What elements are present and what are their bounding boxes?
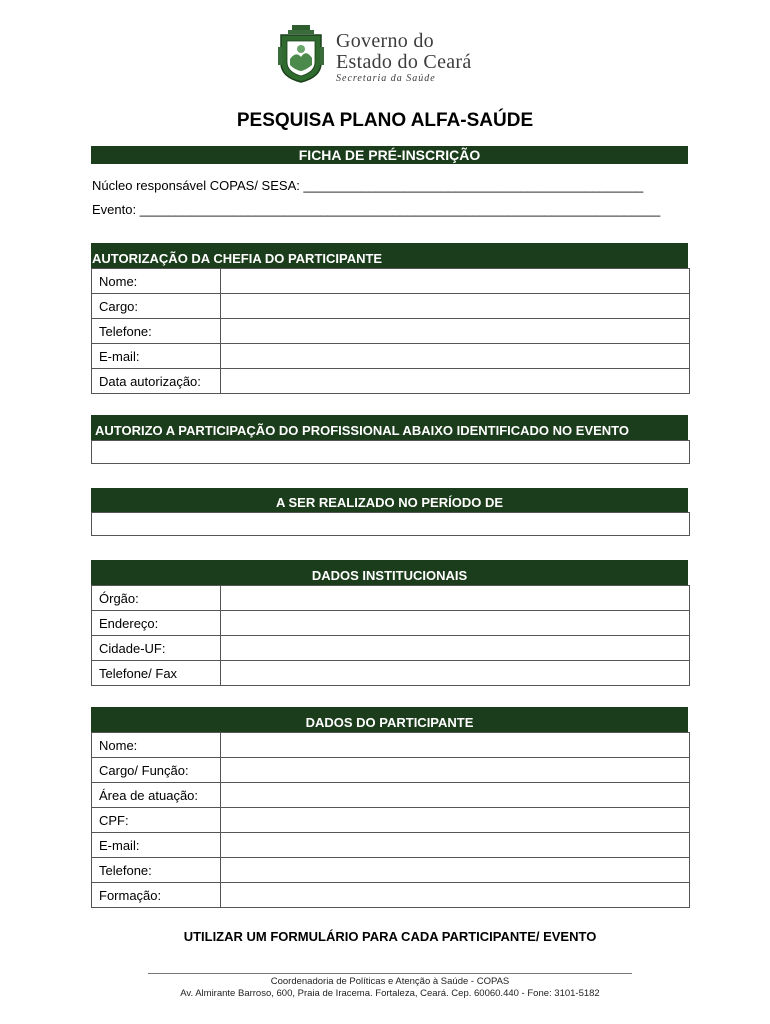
table-row [92,733,690,758]
form-subtitle-bar: FICHA DE PRÉ-INSCRIÇÃO [91,146,688,164]
table-row [92,344,690,369]
field-label: Órgão: [92,586,221,611]
header-subtitle: Secretaria da Saúde [336,73,436,84]
footer-line2: Av. Almirante Barroso, 600, Praia de Iracema. Fortaleza, Ceará. Cep. 60060.440 - Fone: 3101-5182 [180,988,600,999]
header-line1: Governo do [336,30,434,52]
field-label: CPF: [92,808,221,833]
table-row [92,758,690,783]
field-label: E-mail: [92,344,221,369]
section-periodo-header: A SER REALIZADO NO PERÍODO DE [91,488,688,512]
chefia-nome-input[interactable] [221,269,690,294]
table-row [92,319,690,344]
chefia-email-input[interactable] [221,344,690,369]
participante-cpf-input[interactable] [221,808,690,833]
section-participante-header: DADOS DO PARTICIPANTE [91,707,688,732]
table-row [92,294,690,319]
field-label: Endereço: [92,611,221,636]
section-autorizo-header: AUTORIZO A PARTICIPAÇÃO DO PROFISSIONAL ABAIXO IDENTIFICADO NO EVENTO [91,415,688,440]
field-label: Telefone: [92,319,221,344]
field-label: Área de atuação: [92,783,221,808]
table-row [92,586,690,611]
institucional-table [91,585,690,686]
table-row [92,883,690,908]
field-label: Data autorização: [92,369,221,394]
ceara-seal-icon [278,25,324,83]
government-name [336,31,472,85]
periodo-input[interactable] [91,512,690,536]
participante-table [91,732,690,908]
field-label: Telefone: [92,858,221,883]
table-row [92,269,690,294]
participante-formacao-input[interactable] [221,883,690,908]
section-institucional-header: DADOS INSTITUCIONAIS [91,560,688,585]
table-row [92,369,690,394]
footer-line1: Coordenadoria de Políticas e Atenção à Saúde - COPAS [270,976,510,987]
table-row [92,833,690,858]
nucleo-line[interactable]: Núcleo responsável COPAS/ SESA: _______________________________________________ [92,178,644,193]
participante-cargo-input[interactable] [221,758,690,783]
header-line2: Estado do Ceará [336,51,472,73]
table-row [92,808,690,833]
table-row [92,858,690,883]
table-row [92,636,690,661]
evento-line[interactable]: Evento: ________________________________________________________________________ [92,202,661,217]
chefia-data-input[interactable] [221,369,690,394]
cidade-uf-input[interactable] [221,636,690,661]
telefone-fax-input[interactable] [221,661,690,686]
table-row [92,661,690,686]
autorizo-input[interactable] [91,440,690,464]
field-label: Telefone/ Fax [92,661,221,686]
section-chefia-header: AUTORIZAÇÃO DA CHEFIA DO PARTICIPANTE [91,243,688,268]
government-logo [278,25,508,87]
participante-telefone-input[interactable] [221,858,690,883]
field-label: Formação: [92,883,221,908]
table-row [92,611,690,636]
participante-area-input[interactable] [221,783,690,808]
field-label: Cargo: [92,294,221,319]
orgao-input[interactable] [221,586,690,611]
field-label: Cargo/ Função: [92,758,221,783]
field-label: Nome: [92,733,221,758]
participante-email-input[interactable] [221,833,690,858]
participante-nome-input[interactable] [221,733,690,758]
page-title: PESQUISA PLANO ALFA-SAÚDE [236,110,534,131]
footer-divider [148,973,632,974]
chefia-table [91,268,690,394]
chefia-cargo-input[interactable] [221,294,690,319]
endereco-input[interactable] [221,611,690,636]
table-row [92,783,690,808]
chefia-telefone-input[interactable] [221,319,690,344]
instruction-note: UTILIZAR UM FORMULÁRIO PARA CADA PARTICIPANTE/ EVENTO [183,929,597,944]
field-label: E-mail: [92,833,221,858]
field-label: Nome: [92,269,221,294]
field-label: Cidade-UF: [92,636,221,661]
